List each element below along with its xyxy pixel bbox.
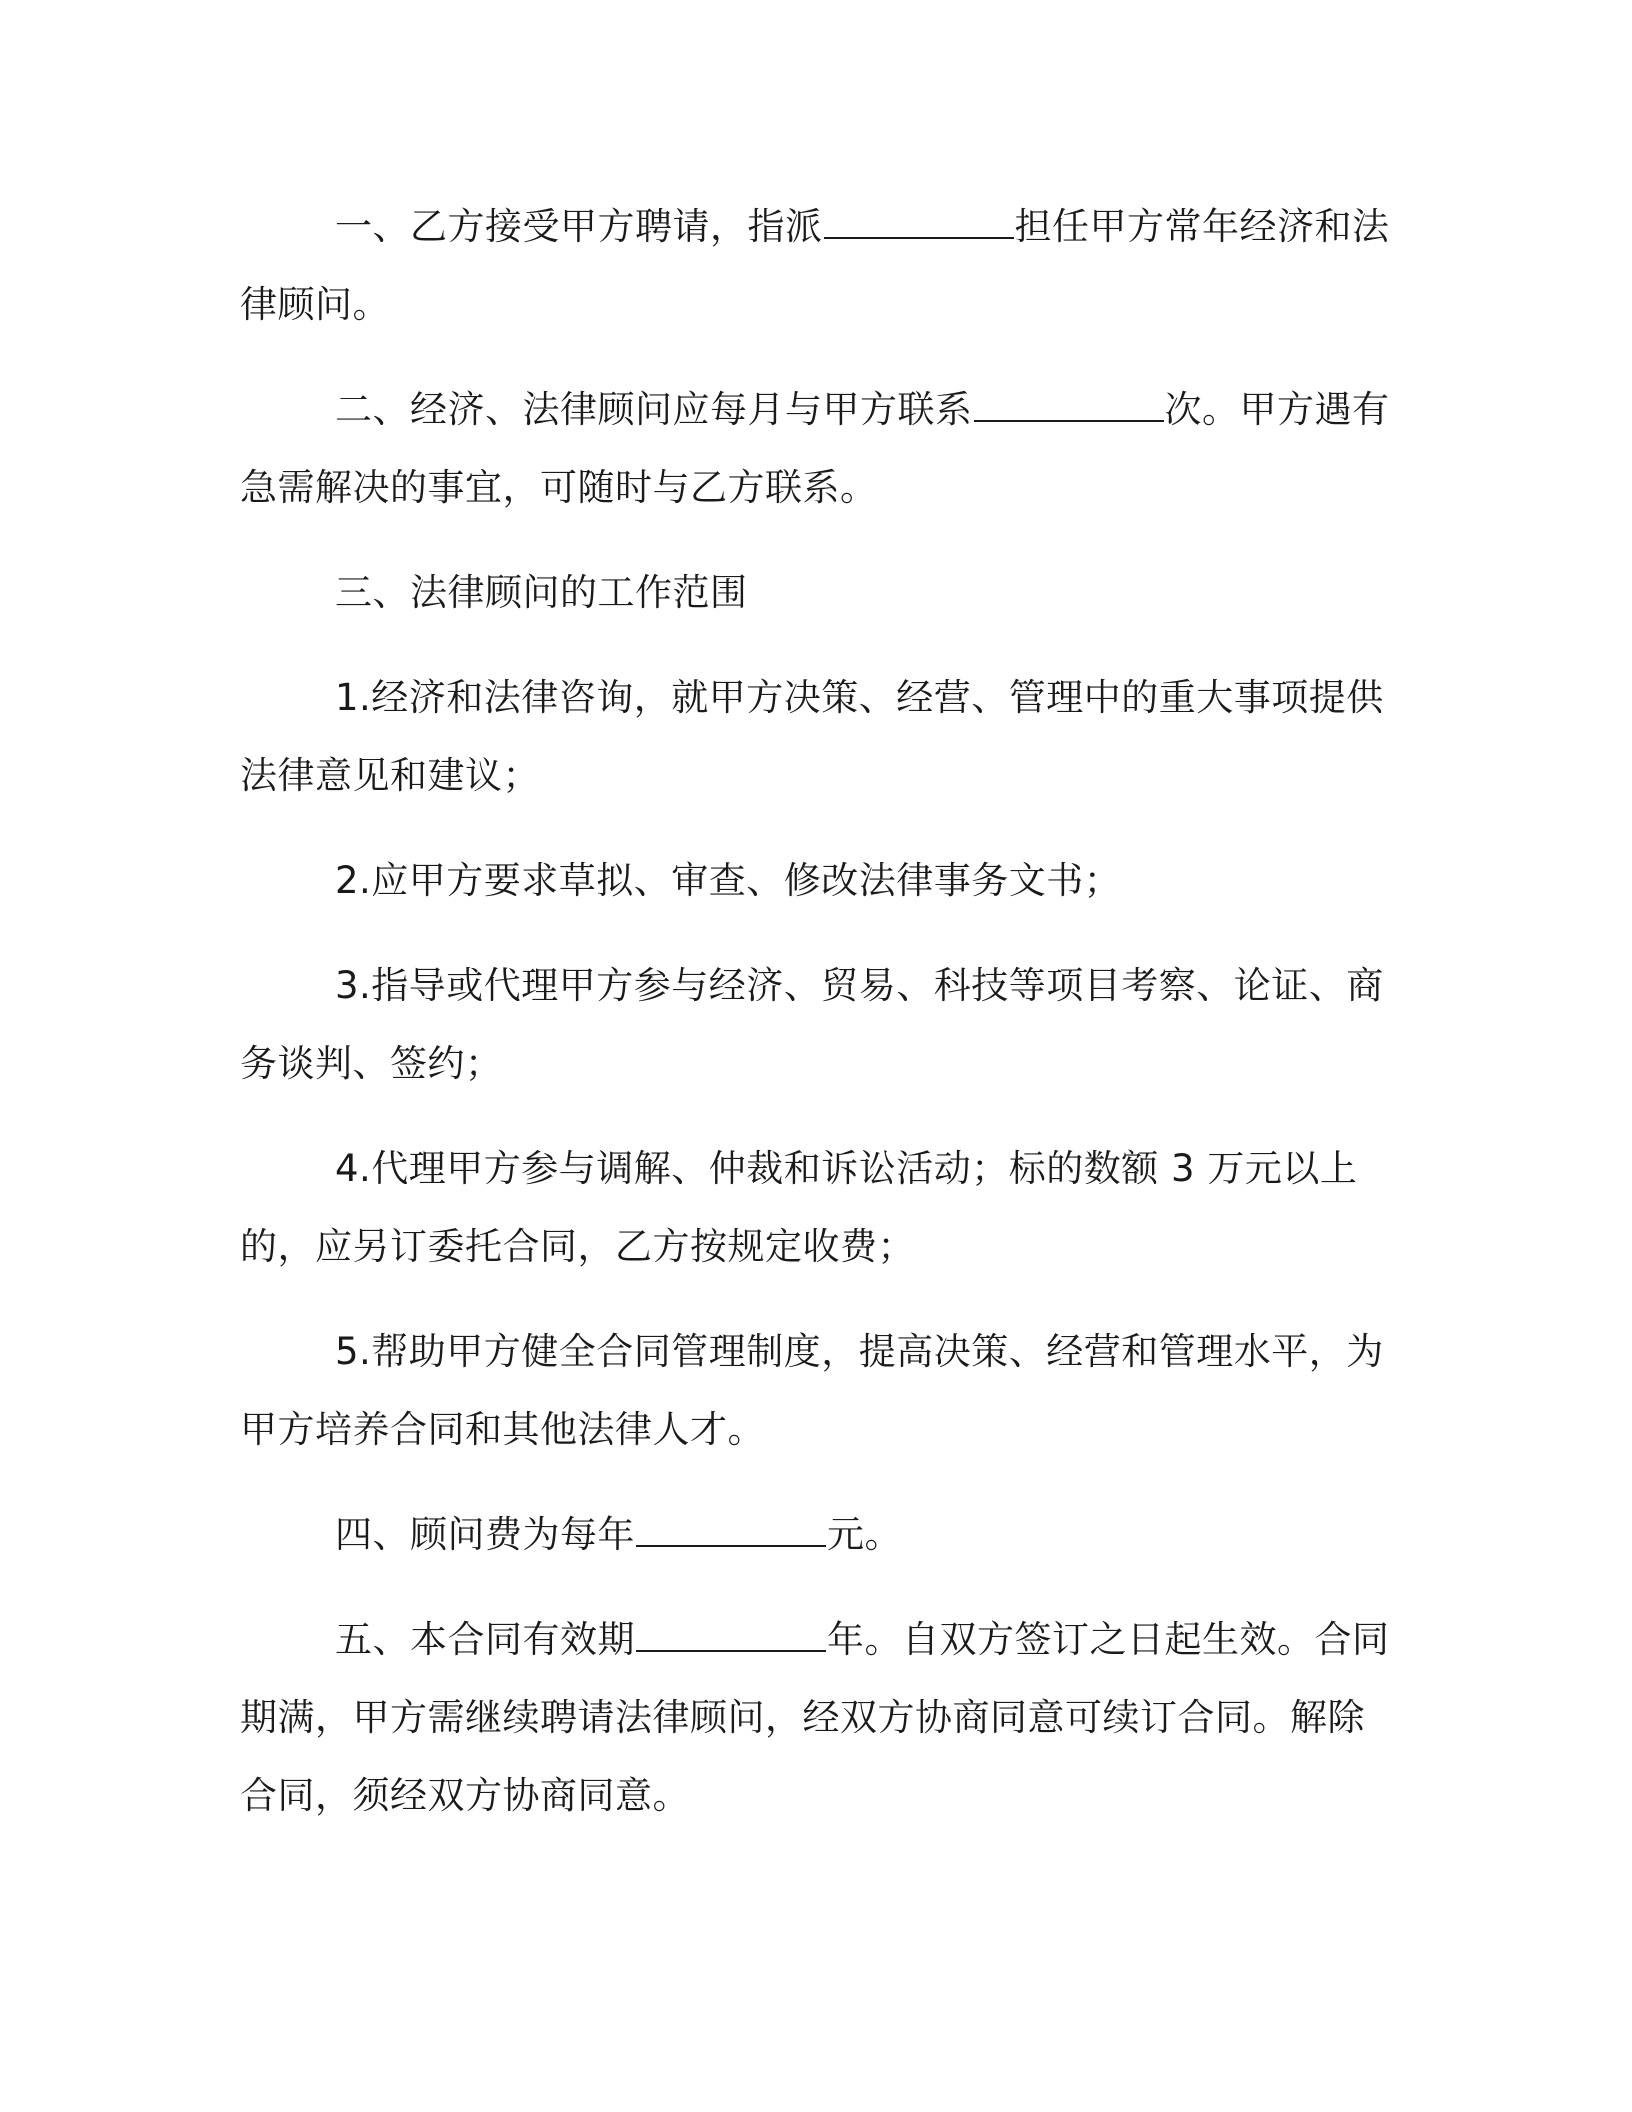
contract-term-blank: [636, 1620, 826, 1652]
scope-item-4: 4.代理甲方参与调解、仲裁和诉讼活动；标的数额 3 万元以上的，应另订委托合同，乙方按规定收费；: [240, 1147, 1358, 1268]
clause-2-text-after: 次。甲方遇有急需解决的事宜，可随时与乙方联系。: [240, 388, 1390, 509]
appointee-blank: [824, 207, 1014, 239]
clause-4: [240, 1496, 1400, 1574]
contact-frequency-blank: [974, 390, 1164, 422]
clause-4-text-after: 元。: [827, 1513, 902, 1556]
clause-3-heading: 三、法律顾问的工作范围: [335, 571, 748, 614]
clause-5-text-after: 年。自双方签订之日起生效。合同期满，甲方需继续聘请法律顾问，经双方协商同意可续订合同。解除合同，须经双方协商同意。: [240, 1618, 1390, 1817]
scope-item-5: 5.帮助甲方健全合同管理制度，提高决策、经营和管理水平，为甲方培养合同和其他法律人才。: [240, 1330, 1384, 1451]
scope-item-2: 2.应甲方要求草拟、审查、修改法律事务文书；: [335, 859, 1122, 902]
scope-item-1: 1.经济和法律咨询，就甲方决策、经营、管理中的重大事项提供法律意见和建议；: [240, 676, 1384, 797]
clause-1-text-before: 一、乙方接受甲方聘请，指派: [335, 205, 823, 248]
clause-2: [240, 371, 1400, 527]
clause-5-text-before: 五、本合同有效期: [335, 1618, 635, 1661]
scope-item-3: 3.指导或代理甲方参与经济、贸易、科技等项目考察、论证、商务谈判、签约；: [240, 964, 1384, 1085]
clause-2-text-before: 二、经济、法律顾问应每月与甲方联系: [335, 388, 973, 431]
annual-fee-blank: [636, 1515, 826, 1547]
clause-1: [240, 188, 1400, 344]
clause-4-text-before: 四、顾问费为每年: [335, 1513, 635, 1556]
clause-1-text-after: 担任甲方常年经济和法律顾问。: [240, 205, 1390, 326]
clause-5: [240, 1601, 1400, 1835]
document-body: [240, 188, 1400, 1862]
